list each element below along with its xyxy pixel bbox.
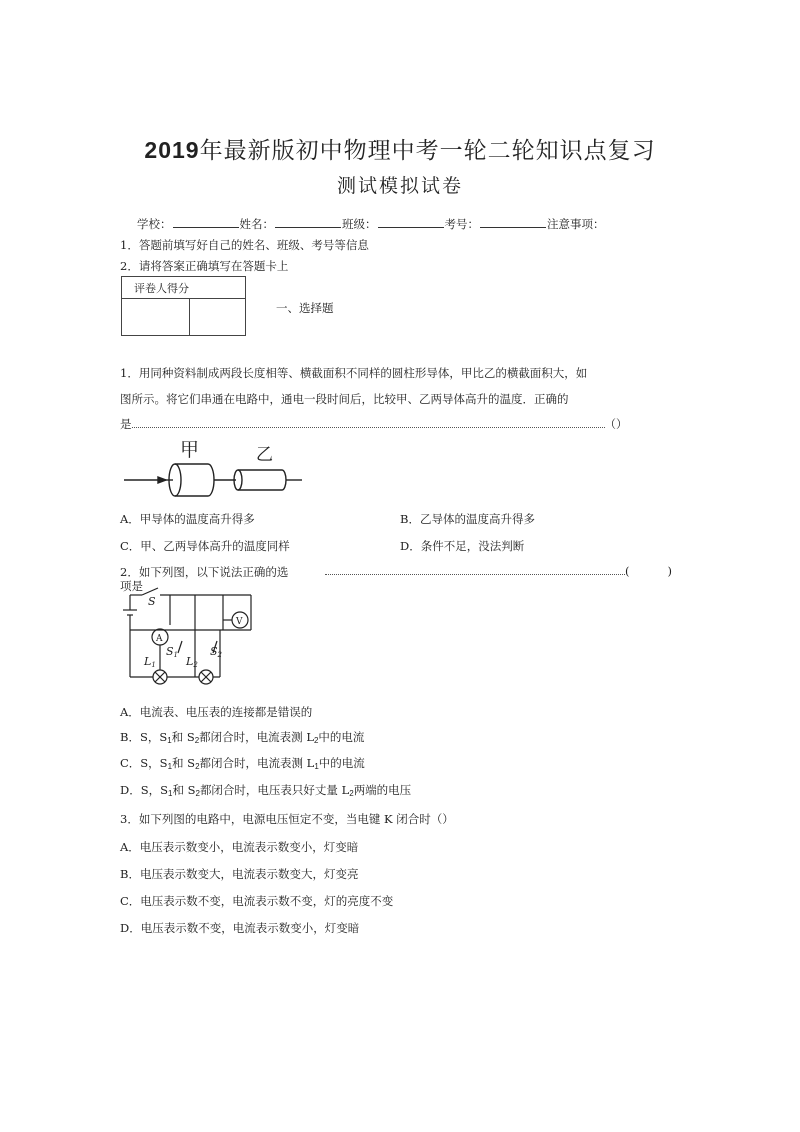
q2-label-s2-sub: 2	[217, 651, 223, 659]
score-cell-reviewer[interactable]	[122, 299, 190, 336]
svg-text:L1	[143, 655, 156, 669]
q2-label-s: S	[148, 595, 156, 608]
note-1: 1．答题前填写好自己的姓名、班级、考号等信息	[120, 238, 369, 252]
q2-circuit-figure	[120, 585, 265, 690]
q1-cylinder-jia-right-face	[208, 464, 214, 496]
class-label: 班级：	[342, 217, 377, 231]
q2-switch-s-icon	[142, 588, 158, 595]
page-title	[0, 132, 800, 165]
q2-bracket-open[interactable]: (	[625, 564, 630, 578]
q2-label-s1-sub: 1	[173, 651, 179, 659]
info-line	[137, 215, 605, 232]
q2-option-b[interactable]: B．S，$S_1$和 $S_2$都闭合时，电流表测 $L_2$中的电流	[120, 730, 365, 745]
q2-label-a: A	[156, 634, 163, 644]
class-field[interactable]	[378, 215, 444, 228]
q1-dotted-leader	[132, 417, 605, 428]
q1-label-yi: 乙	[256, 445, 273, 465]
svg-text:S1	[166, 645, 178, 659]
q2-bracket-close[interactable]: )	[667, 564, 672, 578]
score-table-label: 评卷人得分	[122, 277, 246, 299]
exam-id-label: 考号：	[444, 217, 479, 231]
q2-option-c[interactable]: C．S，$S_1$和 $S_2$都闭合时，电流表测 $L_1$中的电流	[120, 756, 365, 771]
q3-option-d[interactable]: D．电压表示数不变，电流表示数变小，灯变暗	[120, 921, 360, 935]
q2-switch-s1-icon	[178, 641, 182, 653]
score-cell-score[interactable]	[190, 299, 246, 336]
q1-stem-line2: 图所示。将它们串通在电路中，通电一段时间后，比较甲、乙两导体高升的温度．正确的	[120, 392, 569, 406]
q1-option-b[interactable]: B．乙导体的温度高升得多	[400, 512, 535, 526]
svg-text:L2	[185, 655, 198, 669]
school-label: 学校：	[137, 217, 172, 231]
q3-stem: 3．如下列图的电路中，电源电压恒定不变，当电键 K 闭合时（）	[120, 812, 454, 826]
q2-label-l2: L	[186, 655, 194, 668]
notice-label: 注意事项：	[547, 217, 605, 231]
q2-label-s2: S	[210, 645, 218, 658]
q2-dotted-leader	[325, 564, 625, 575]
q1-stem-line3	[120, 416, 628, 432]
q1-answer-bracket[interactable]: （）	[604, 417, 628, 431]
q2-stem-line2: 项是	[120, 579, 143, 593]
q2-label-l1-sub: 1	[151, 661, 156, 669]
q2-answer-area	[325, 564, 672, 578]
q1-label-jia: 甲	[180, 439, 200, 461]
q2-label-l2-sub: 2	[193, 661, 198, 669]
name-field[interactable]	[275, 215, 341, 228]
score-table	[121, 276, 246, 336]
q1-conductor-figure	[120, 436, 310, 506]
name-label: 姓名：	[239, 217, 274, 231]
q3-option-c[interactable]: C．电压表示数不变，电流表示数不变，灯的亮度不变	[120, 894, 394, 908]
q3-option-b[interactable]: B．电压表示数变大，电流表示数变大，灯变亮	[120, 867, 359, 881]
q1-option-a[interactable]: A．甲导体的温度高升得多	[120, 512, 255, 526]
note-2: 2．请将答案正确填写在答题卡上	[120, 259, 289, 273]
svg-text:S2	[210, 645, 223, 659]
title-year: 2019	[144, 137, 200, 163]
q2-option-d[interactable]: D．S，$S_1$和 $S_2$都闭合时，电压表只好丈量 $L_2$两端的电压	[120, 783, 412, 798]
q2-option-a[interactable]: A．电流表、电压表的连接都是错误的	[120, 705, 313, 719]
q1-current-arrow-icon	[158, 477, 166, 483]
q3-option-a[interactable]: A．电压表示数变小，电流表示数变小，灯变暗	[120, 840, 359, 854]
q1-stem-prefix: 是	[120, 417, 132, 431]
q1-option-c[interactable]: C．甲、乙两导体高升的温度同样	[120, 539, 290, 553]
page-subtitle: 测试模拟试卷	[336, 175, 463, 197]
q2-label-s1: S	[166, 645, 174, 658]
q1-cylinder-yi-right-face	[282, 470, 286, 490]
school-field[interactable]	[173, 215, 239, 228]
q2-label-v: V	[236, 617, 243, 627]
q1-stem-line1: 1．用同种资料制成两段长度相等、横截面积不同样的圆柱形导体，甲比乙的横截面积大，如	[120, 366, 588, 380]
q2-label-l1: L	[144, 655, 152, 668]
q2-stem-line1: 2．如下列图，以下说法正确的选	[120, 565, 289, 579]
exam-id-field[interactable]	[480, 215, 546, 228]
title-text: 年最新版初中物理中考一轮二轮知识点复习	[199, 138, 656, 164]
q1-option-d[interactable]: D．条件不足，没法判断	[400, 539, 525, 553]
section-title: 一、选择题	[276, 301, 334, 315]
